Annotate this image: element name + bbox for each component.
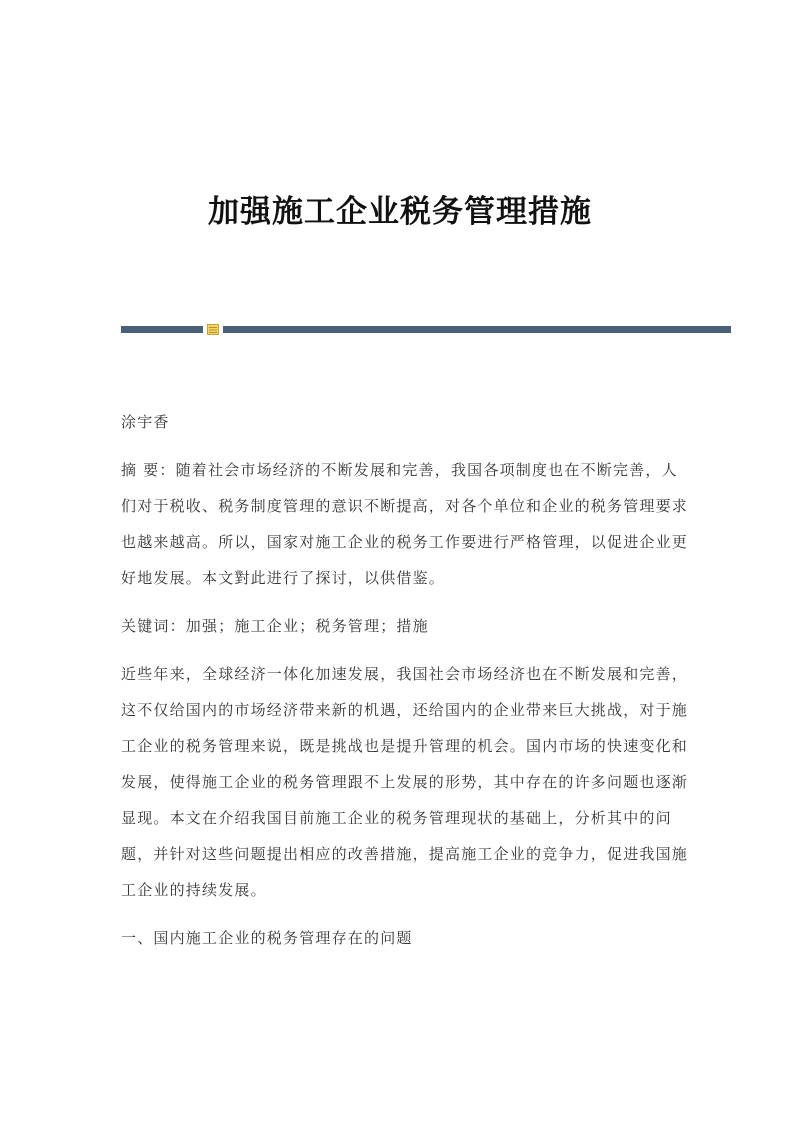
divider-bar-right xyxy=(223,326,731,333)
document-title: 加强施工企业税务管理措施 xyxy=(208,194,592,230)
divider-bar-left xyxy=(121,326,203,333)
author-name: 涂宇香 xyxy=(121,413,170,431)
abstract-paragraph: 摘 要：随着社会市场经济的不断发展和完善，我国各项制度也在不断完善，人们对于税收、税务制度管理的意识不断提高，对各个单位和企业的税务管理要求也越来越高。所以，国家对施工企业的税务工作要进行严格管理，以促进企业更好地发展。本文對此进行了探讨，以供借鉴。 xyxy=(121,461,689,587)
intro-paragraph: 近些年来，全球经济一体化加速发展，我国社会市场经济也在不断发展和完善，这不仅给国内的市场经济带来新的机遇，还给国内的企业带来巨大挑战，对于施工企业的税务管理来说，既是挑战也是提升管理的机会。国内市场的快速变化和发展，使得施工企业的税务管理跟不上发展的形势，其中存在的许多问题也逐渐显现。本文在介绍我国目前施工企业的税务管理现状的基础上，分析其中的问题，并针对这些问题提出相应的改善措施，提高施工企业的竞争力，促进我国施工企业的持续发展。 xyxy=(121,665,689,899)
section-heading: 一、国内施工企业的税务管理存在的问题 xyxy=(121,929,413,947)
keywords-line: 关键词：加强；施工企业；税务管理；措施 xyxy=(121,617,429,635)
document-body xyxy=(121,404,691,968)
divider-ornament-icon xyxy=(207,324,219,335)
title-divider xyxy=(121,326,731,334)
